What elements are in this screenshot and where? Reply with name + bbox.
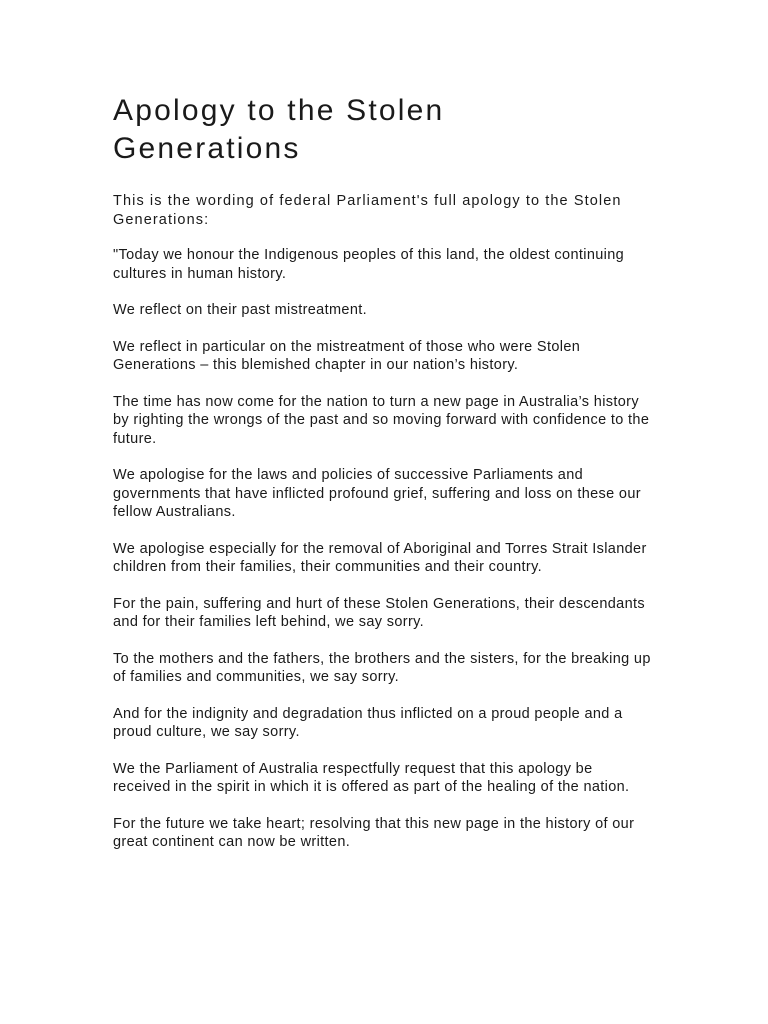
body-paragraph: We reflect on their past mistreatment.	[113, 302, 367, 318]
body-paragraph: We the Parliament of Australia respectfully request that this apology be received in the spirit in which it is offered as part of the healing of the nation.	[113, 760, 630, 795]
body-paragraph: We apologise especially for the removal of Aboriginal and Torres Strait Islander children from their families, their communities and their country.	[113, 540, 647, 575]
body-paragraph: We reflect in particular on the mistreatment of those who were Stolen Generations – this blemished chapter in our nation’s history.	[113, 338, 581, 373]
body-paragraph: We apologise for the laws and policies of successive Parliaments and governments that have inflicted profound grief, suffering and loss on these our fellow Australians.	[113, 467, 641, 520]
document-title	[113, 92, 653, 168]
title-line-1: Apology to the Stolen	[113, 94, 445, 127]
body-paragraph: For the future we take heart; resolving that this new page in the history of our great continent can now be written.	[113, 815, 635, 850]
document-page	[113, 92, 653, 870]
body-paragraph: To the mothers and the fathers, the brothers and the sisters, for the breaking up of families and communities, we say sorry.	[113, 650, 651, 685]
body-paragraph: "Today we honour the Indigenous peoples of this land, the oldest continuing cultures in human history.	[113, 247, 625, 282]
body-paragraph: For the pain, suffering and hurt of these Stolen Generations, their descendants and for their families left behind, we say sorry.	[113, 595, 645, 630]
intro-paragraph: This is the wording of federal Parliament's full apology to the Stolen Generations:	[113, 193, 622, 228]
body-paragraph: And for the indignity and degradation thus inflicted on a proud people and a proud culture, we say sorry.	[113, 705, 623, 740]
title-line-2: Generations	[113, 132, 301, 165]
body-paragraph: The time has now come for the nation to turn a new page in Australia’s history by righting the wrongs of the past and so moving forward with confidence to the future.	[113, 393, 650, 447]
